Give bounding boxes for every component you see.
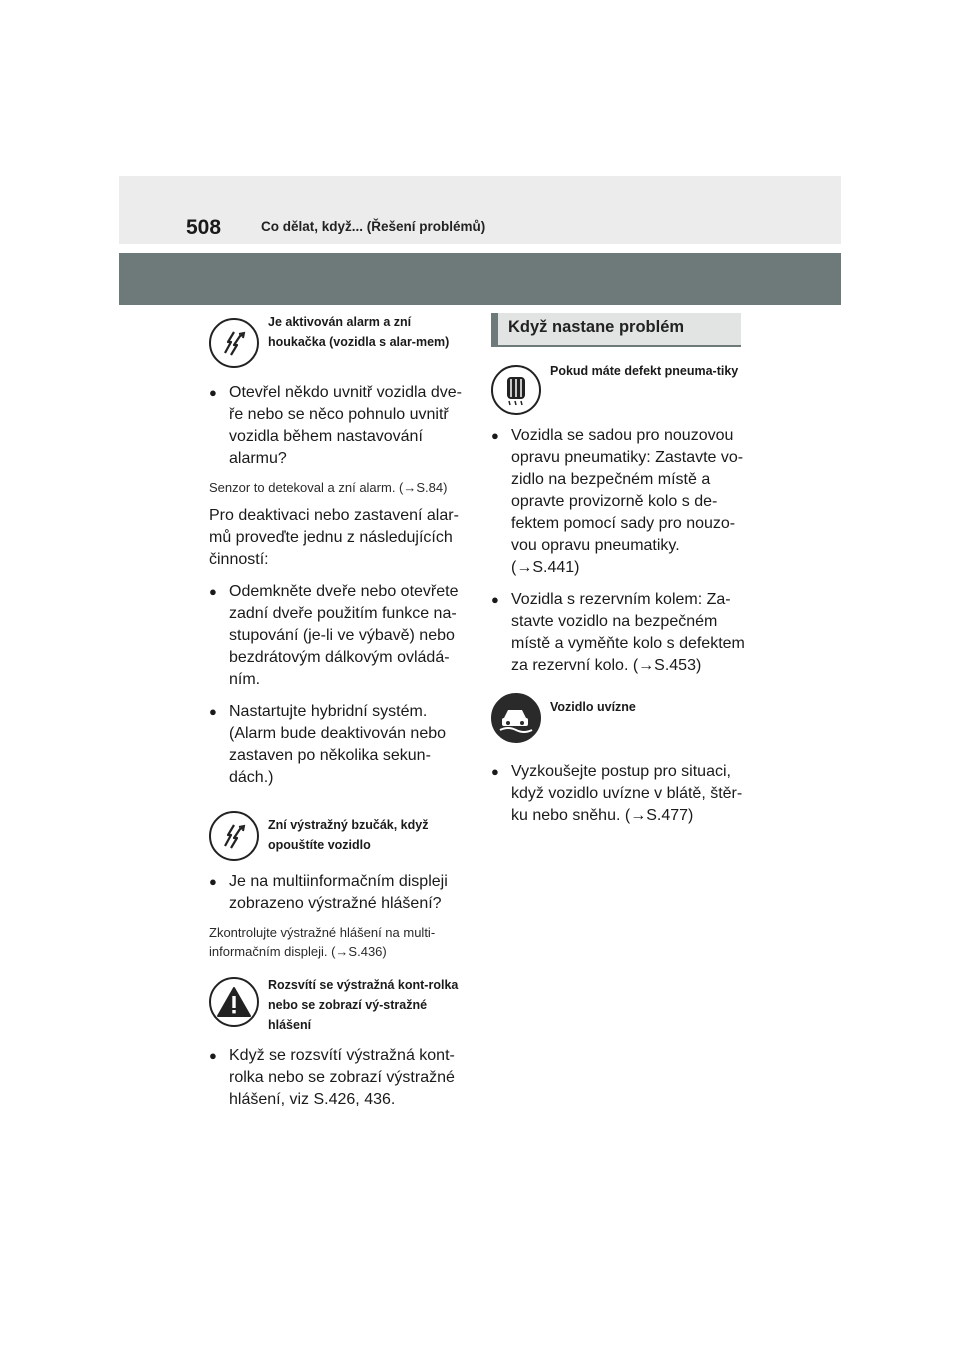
list-item: ● Nastartujte hybridní systém. (Alarm bude deaktivován nebo zastaven po několika sekun-dách.) [209,703,447,786]
tire-block-label: Pokud máte defekt pneuma-tiky [550,364,739,378]
section-title: Co dělat, když... (Řešení problémů) [261,219,486,234]
paragraph: Pro deaktivaci nebo zastavení alar-mů proveďte jednu z následujících činností: [209,507,459,568]
list-item: ● Vyzkoušejte postup pro situaci, když vozidlo uvízne v blátě, štěr-ku nebo sněhu. (→S.477) [491,763,743,824]
note-text: Senzor to detekoval a zní alarm. (→S.84) [209,480,448,495]
warning-triangle-icon [209,977,259,1027]
right-column [491,313,746,827]
warning-block-label: Rozsvítí se výstražná kont-rolka nebo se zobrazí vý-stražné hlášení [268,978,459,1032]
list-item: ● Vozidla s rezervním kolem: Za-stavte vozidlo na bezpečném místě a vyměňte kolo s defektem za rezervní kolo. (→S.453) [491,591,745,674]
tire-block-header [491,353,746,415]
note-text: Zkontrolujte výstražné hlášení na multi-informačním displeji. (→S.436) [209,925,436,959]
chapter-band [119,253,841,305]
stuck-block-label: Vozidlo uvízne [550,700,636,714]
alarm-block-label: Je aktivován alarm a zní houkačka (vozidla s alar-mem) [268,315,450,349]
list-item: ● Otevřel někdo uvnitř vozidla dve-ře nebo se něco pohnulo uvnitř vozidla během nastavování alarmu? [209,384,462,467]
warning-buzzer-icon [209,811,259,861]
buzzer-block-label: Zní výstražný bzučák, když opouštíte vozidlo [268,818,429,852]
stuck-block-header [491,681,746,743]
stuck-car-icon [491,693,541,743]
buzzer-block-header [209,799,464,861]
list-item: ● Vozidla se sadou pro nouzovou opravu pneumatiky: Zastavte vo-zidlo na bezpečném místě a opravte provizorně kolo s de-fektem pomocí sady pro nouzo-vou opravu pneumatiky. (→S.441) [491,427,744,576]
left-column [209,306,464,1111]
list-item: ● Když se rozsvítí výstražná kont-rolka nebo se zobrazí výstražné hlášení, viz S.426, 436. [209,1047,455,1108]
warning-block-header [209,965,464,1035]
section-heading: Když nastane problém [491,313,741,347]
list-item: ● Odemkněte dveře nebo otevřete zadní dveře použitím funkce na-stupování (je-li ve výbavě) nebo bezdrátovým dálkovým ovládá-ním. [209,583,459,688]
flat-tire-icon [491,365,541,415]
alarm-horn-icon [209,318,259,368]
alarm-block-header [209,306,464,368]
list-item: ● Je na multiinformačním displeji zobrazeno výstražné hlášení? [209,873,448,912]
page-number: 508 [186,216,222,239]
